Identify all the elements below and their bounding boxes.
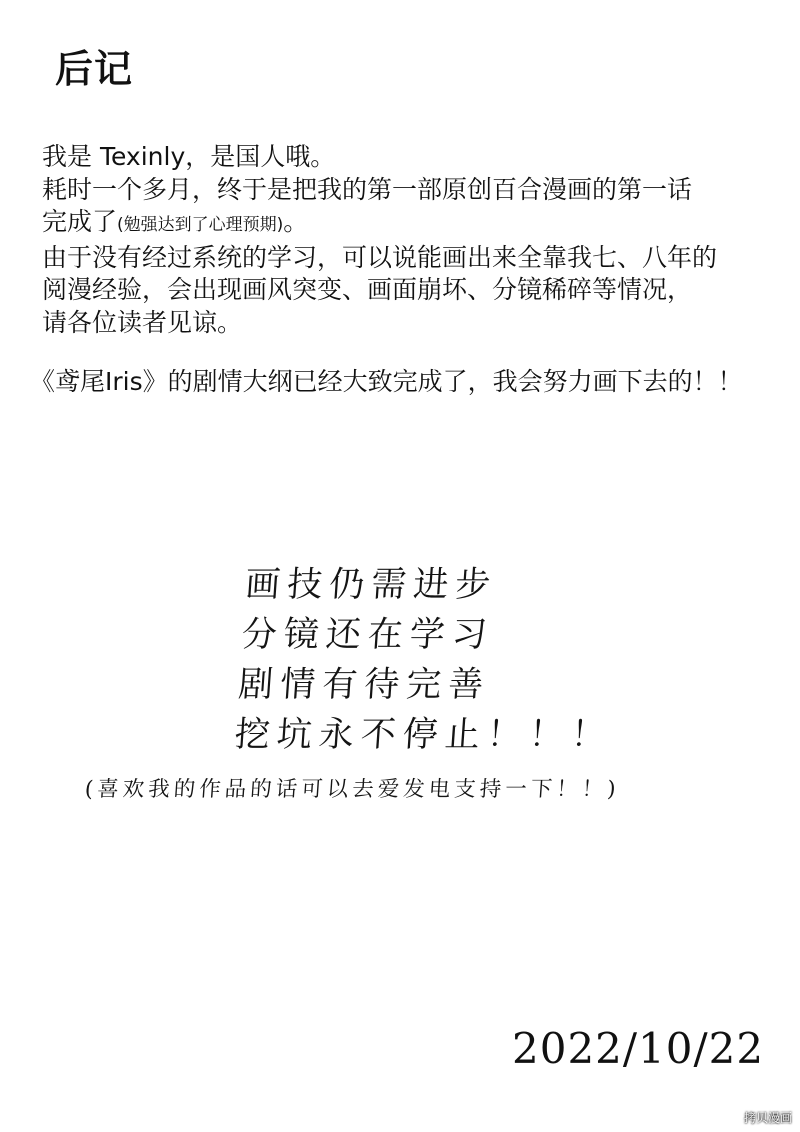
date-stamp: 2022/10/22 [512,1024,765,1073]
intro-line [42,206,717,242]
handwritten-line: 画技仍需进步 [243,565,499,605]
intro-line: 由于没有经过系统的学习，可以说能画出来全靠我七、八年的 [42,242,718,272]
watermark-text: 拷贝漫画 [743,1111,792,1125]
handwritten-line: 分镜还在学习 [240,615,496,655]
intro-line-end: 。 [283,207,309,236]
intro-aside: (勉强达到了心理预期) [117,215,284,235]
page-title: 后记 [55,47,134,91]
intro-line: 阅漫经验，会出现画风突变、画面崩坏、分镜稀碎等情况， [42,275,693,304]
intro-line-main: 完成了 [42,207,118,236]
intro-line: 我是 Texinly，是国人哦。 [42,142,336,171]
intro-line: 请各位读者见谅。 [42,307,243,337]
intro-paragraph [42,141,717,339]
support-note: (喜欢我的作品的话可以去爱发电支持一下！！) [83,777,621,802]
handwritten-line: 剧情有待完善 [236,665,492,705]
handwritten-line: 挖坑永不停止！！！ [233,715,615,755]
intro-line: 耗时一个多月，终于是把我的第一部原创百合漫画的第一话 [42,174,693,204]
story-note: 《鸢尾Iris》的剧情大纲已经大致完成了，我会努力画下去的！！ [30,367,743,396]
handwritten-block [233,560,625,760]
